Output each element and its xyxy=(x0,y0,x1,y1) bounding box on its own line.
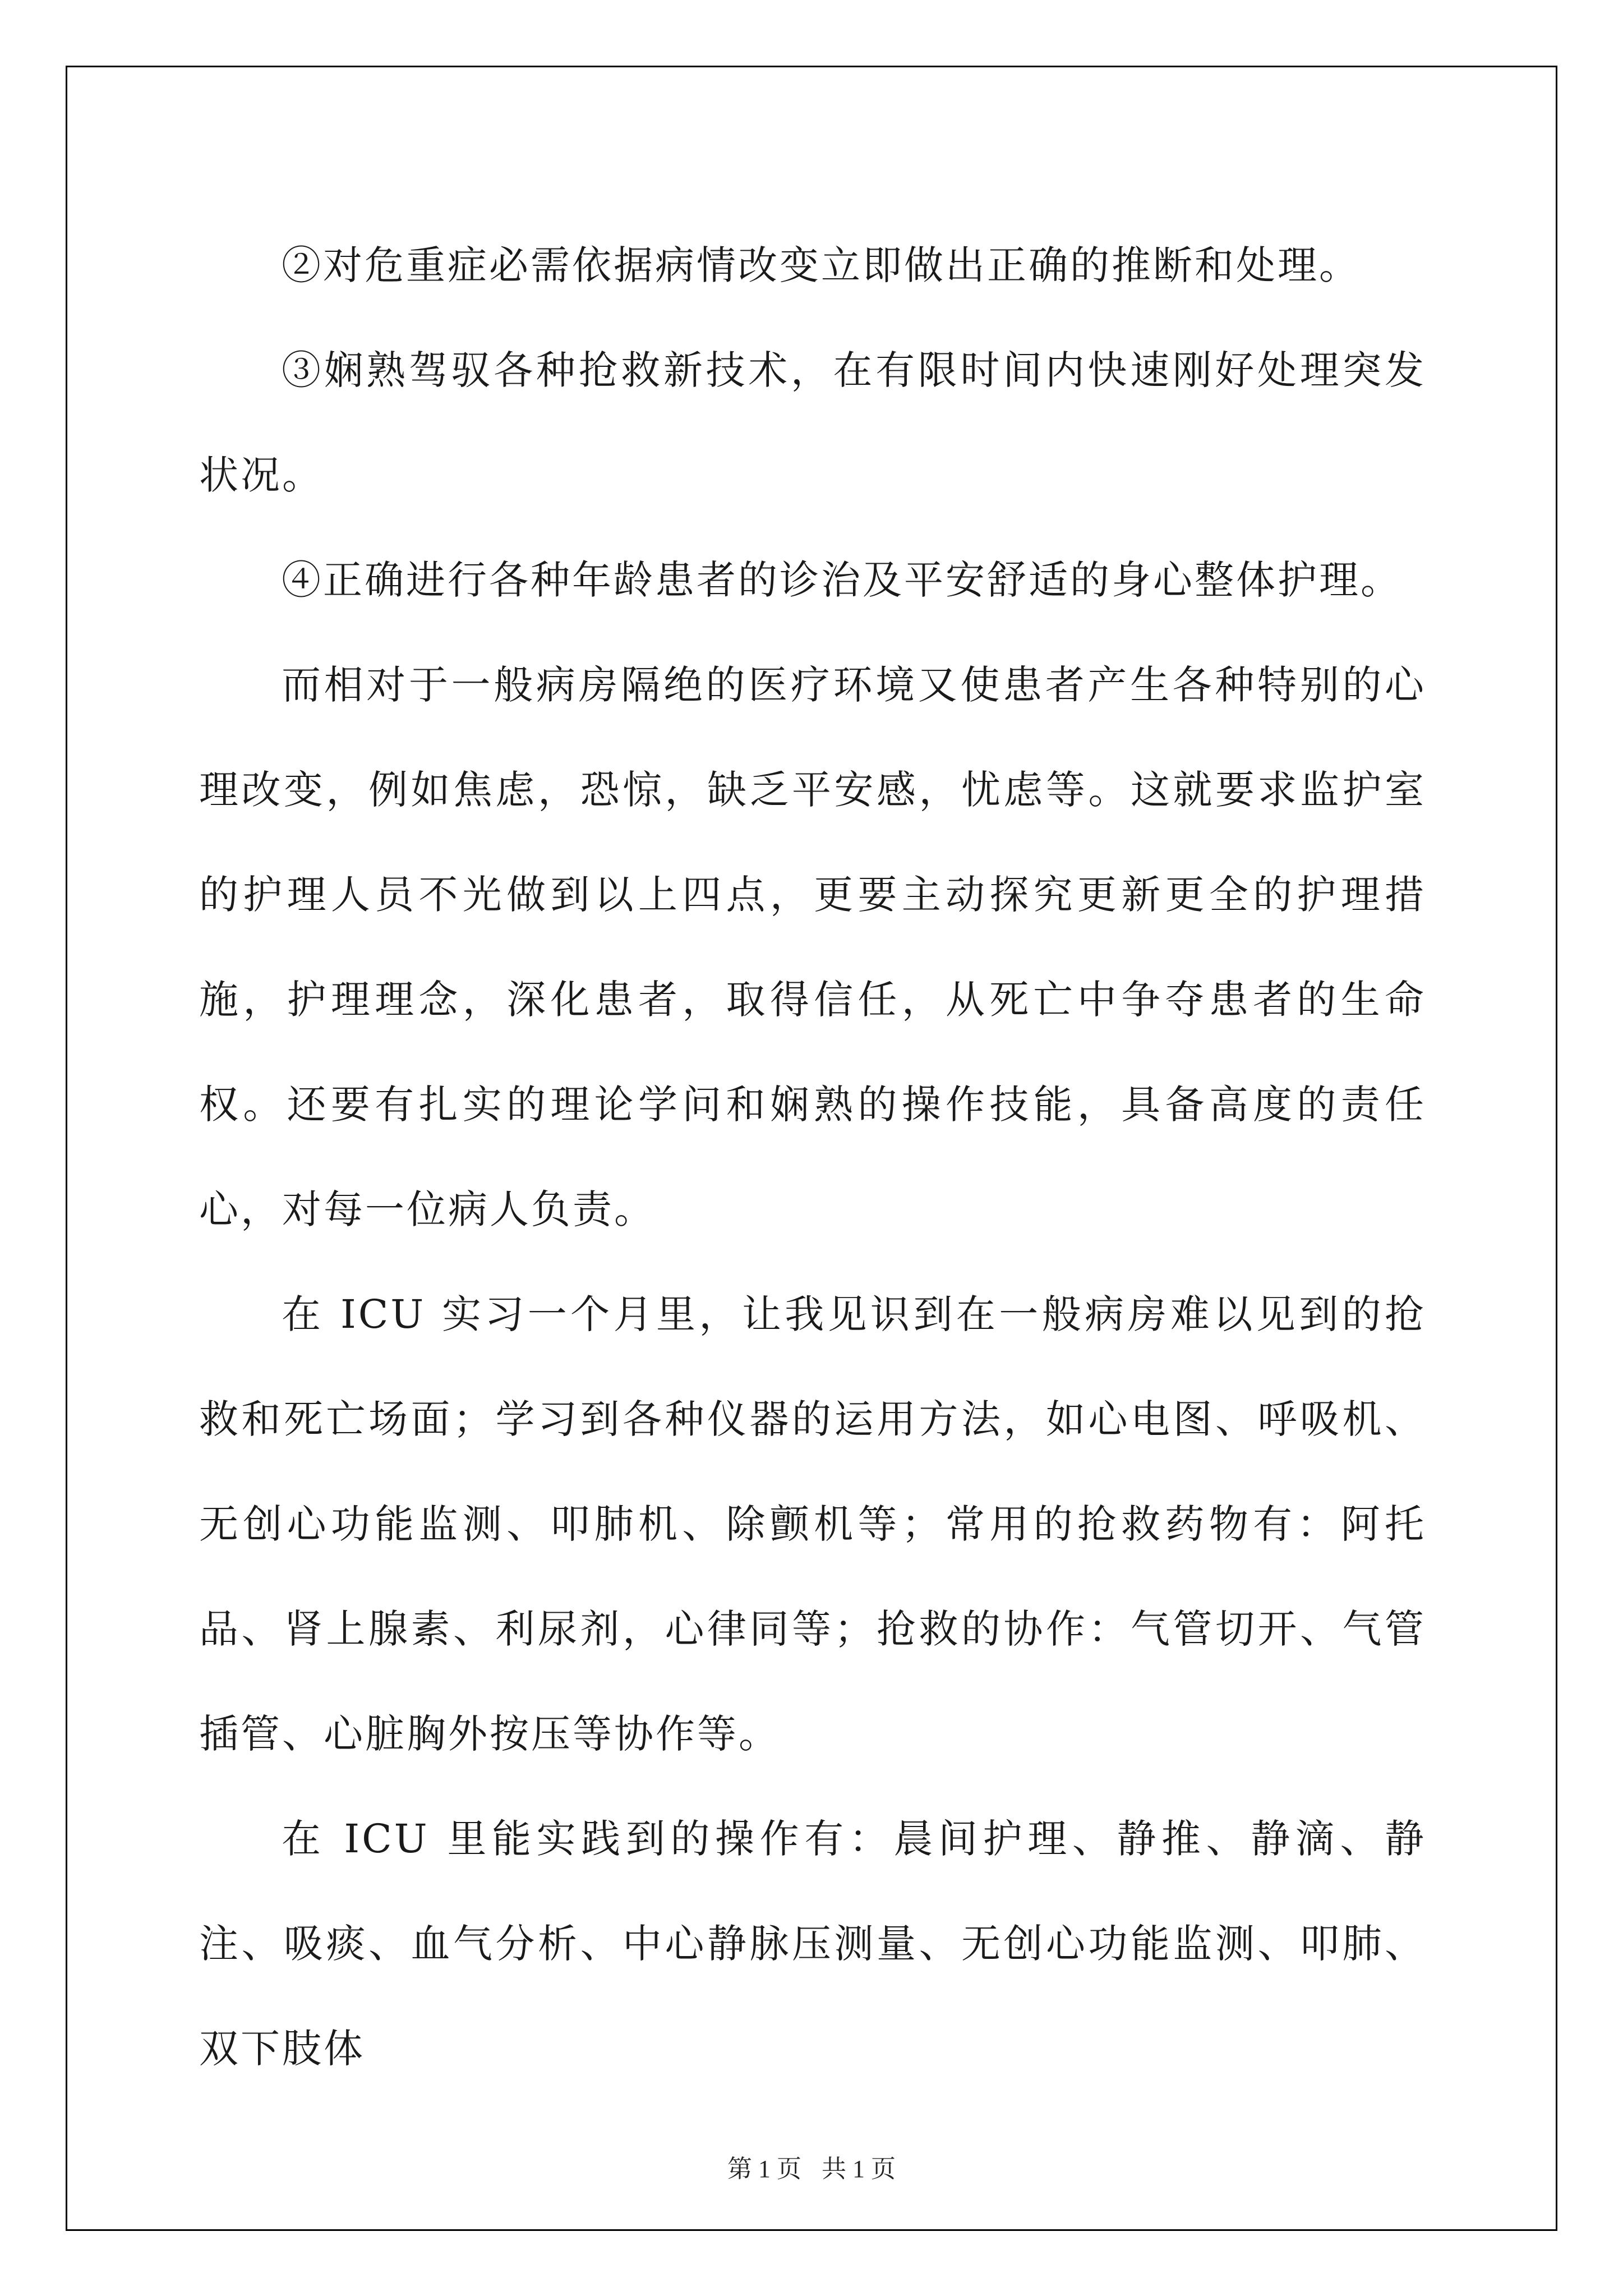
paragraph-item-2: ②对危重症必需依据病情改变立即做出正确的推断和处理。 xyxy=(282,242,1361,288)
page-total: 共 1 页 xyxy=(822,2155,896,2183)
paragraph-icu-operations: 在 ICU 里能实践到的操作有：晨间护理、静推、静滴、静注、吸痰、血气分析、中心静脉压测量、无创心功能监测、叩肺、双下肢体 xyxy=(199,1816,1426,2072)
document-body xyxy=(199,213,1426,2101)
page-footer xyxy=(0,2148,1623,2184)
paragraph-icu-internship: 在 ICU 实习一个月里，让我见识到在一般病房难以见到的抢救和死亡场面；学习到各种仪器的运用方法，如心电图、呼吸机、无创心功能监测、叩肺机、除颤机等；常用的抢救药物有：阿托品、肾上腺素、利尿剂，心律同等；抢救的协作：气管切开、气管插管、心脏胸外按压等协作等。 xyxy=(199,1291,1426,1757)
paragraph-item-3: ③娴熟驾驭各种抢救新技术，在有限时间内快速刚好处理突发状况。 xyxy=(199,347,1426,498)
page-number: 第 1 页 xyxy=(727,2155,801,2183)
paragraph-icu-psychology: 而相对于一般病房隔绝的医疗环境又使患者产生各种特别的心理改变，例如焦虑，恐惊，缺乏平安感，忧虑等。这就要求监护室的护理人员不光做到以上四点，更要主动探究更新更全的护理措施，护理理念，深化患者，取得信任，从死亡中争夺患者的生命权。还要有扎实的理论学问和娴熟的操作技能，具备高度的责任心，对每一位病人负责。 xyxy=(199,662,1426,1232)
paragraph-item-4: ④正确进行各种年龄患者的诊治及平安舒适的身心整体护理。 xyxy=(282,557,1402,603)
